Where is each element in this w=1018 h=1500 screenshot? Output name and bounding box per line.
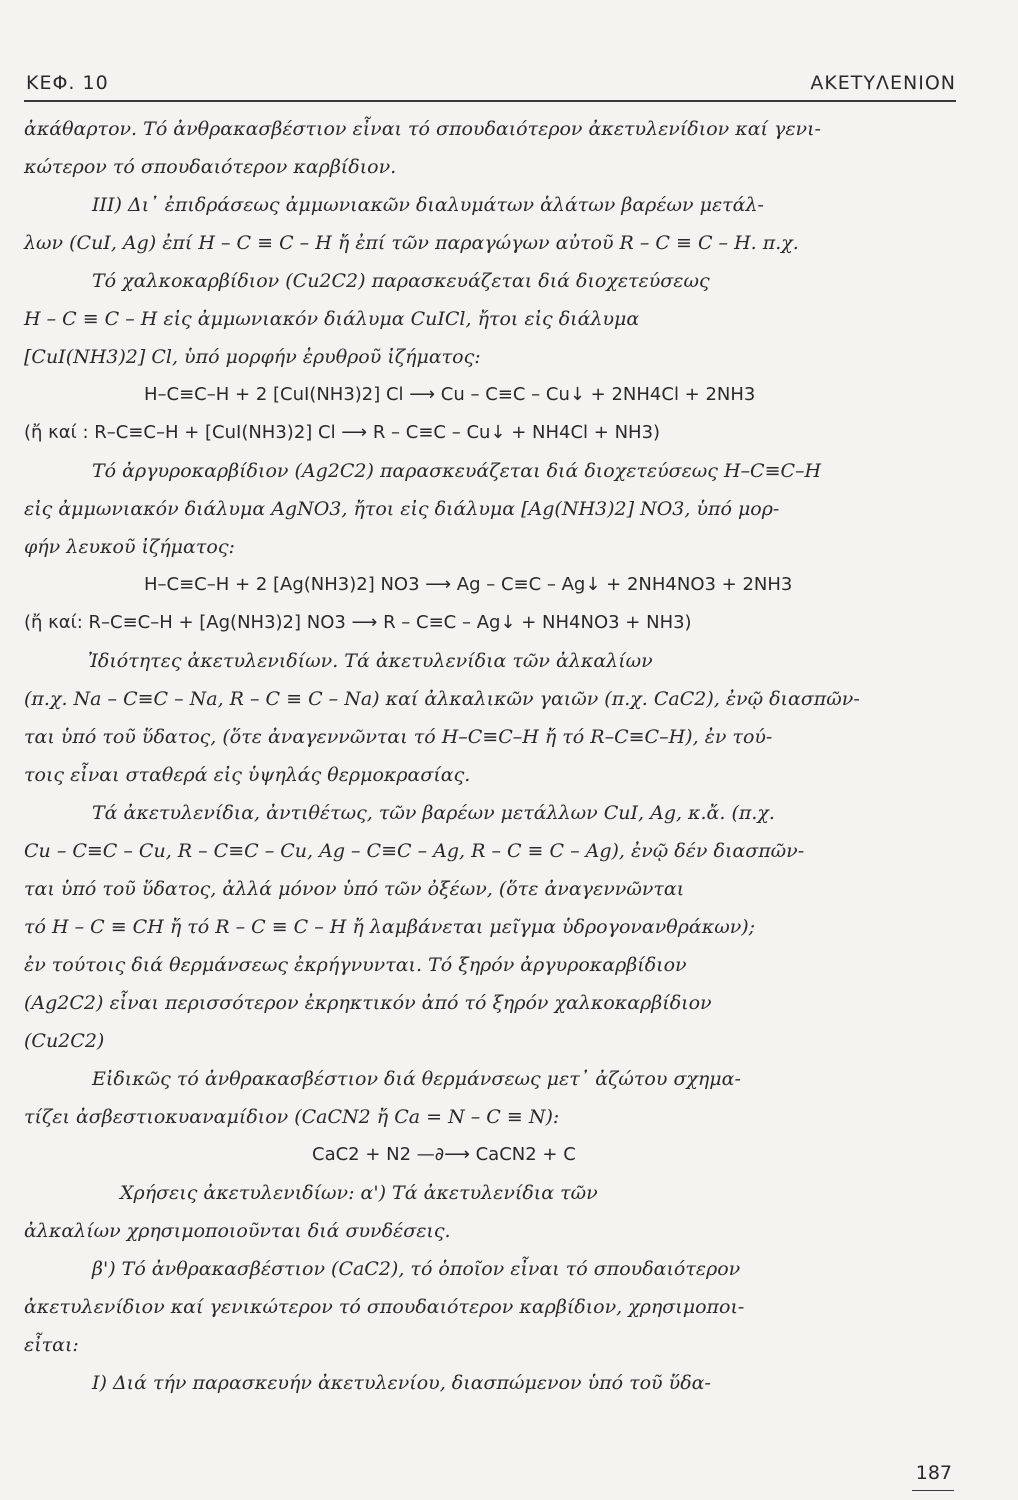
equation-line: (ἤ καί: R–C≡C–H + [Ag(NH3)2] NO3 ⟶ R – C≡C – Ag↓ + NH4NO3 + NH3) [24,612,692,633]
chapter-label: ΚΕΦ. 10 [26,72,109,94]
page-number-underline [912,1490,954,1491]
text-line: (π.χ. Na – C≡C – Na, R – C ≡ C – Na) καί ἀλκαλικῶν γαιῶν (π.χ. CaC2), ἐνῷ διασπῶν- [24,688,860,710]
text-line: ἐν τούτοις διά θερμάνσεως ἐκρήγνυνται. Τό ξηρόν ἀργυροκαρβίδιον [24,954,687,976]
text-line: Τό ἀργυροκαρβίδιον (Ag2C2) παρασκευάζεται διά διοχετεύσεως H–C≡C–H [92,460,822,482]
text-line: Εἰδικῶς τό ἀνθρακασβέστιον διά θερμάνσεως μετ᾿ ἀζώτου σχημα- [92,1068,741,1090]
text-line: ται ὑπό τοῦ ὕδατος, ἀλλά μόνον ὑπό τῶν ὀξέων, (ὅτε ἀναγεννῶνται [24,878,685,900]
text-line: τοις εἶναι σταθερά εἰς ὑψηλάς θερμοκρασίας. [24,764,471,786]
text-line: (Cu2C2) [24,1030,105,1052]
text-line: Τό χαλκοκαρβίδιον (Cu2C2) παρασκευάζεται διά διοχετεύσεως [92,270,710,292]
text-line: εἶται: [24,1334,79,1356]
text-line: τίζει ἀσβεστιοκυαναμίδιον (CaCN2 ἤ Ca = N – C ≡ N): [24,1106,560,1128]
text-line: III) Δι᾿ ἐπιδράσεως ἀμμωνιακῶν διαλυμάτων ἁλάτων βαρέων μετάλ- [92,194,764,216]
text-line: ἀλκαλίων χρησιμοποιοῦνται διά συνδέσεις. [24,1220,451,1242]
text-line: Cu – C≡C – Cu, R – C≡C – Cu, Ag – C≡C – Ag, R – C ≡ C – Ag), ἐνῷ δέν διασπῶν- [24,840,805,862]
equation-line: (ἤ καί : R–C≡C–H + [CuI(NH3)2] Cl ⟶ R – C≡C – Cu↓ + NH4Cl + NH3) [24,422,661,443]
section-heading: Ἰδιότητες ἀκετυλενιδίων. Τά ἀκετυλενίδια τῶν ἀλκαλίων [88,650,653,672]
text-line: φήν λευκοῦ ἰζήματος: [24,536,235,558]
page-number: 187 [915,1462,952,1484]
text-line: Τά ἀκετυλενίδια, ἀντιθέτως, τῶν βαρέων μετάλλων CuI, Ag, κ.ἄ. (π.χ. [92,802,775,824]
text-line: (Ag2C2) εἶναι περισσότερον ἐκρηκτικόν ἀπό τό ξηρόν χαλκοκαρβίδιον [24,992,712,1014]
equation-line: H–C≡C–H + 2 [CuI(NH3)2] Cl ⟶ Cu – C≡C – Cu↓ + 2NH4Cl + 2NH3 [144,384,756,405]
text-line: εἰς ἀμμωνιακόν διάλυμα AgNO3, ἤτοι εἰς διάλυμα [Ag(NH3)2] NO3, ὑπό μορ- [24,498,780,520]
section-heading: Χρήσεις ἀκετυλενιδίων: α') Τά ἀκετυλενίδια τῶν [120,1182,598,1204]
text-line: ἀκετυλενίδιον καί γενικώτερον τό σπουδαιότερον καρβίδιον, χρησιμοποι- [24,1296,745,1318]
text-line: ἀκάθαρτον. Τό ἀνθρακασβέστιον εἶναι τό σπουδαιότερον ἀκετυλενίδιον καί γενι- [24,118,821,140]
text-line: [CuI(NH3)2] Cl, ὑπό μορφήν ἐρυθροῦ ἰζήματος: [24,346,481,368]
text-line: κώτερον τό σπουδαιότερον καρβίδιον. [24,156,397,178]
text-line: I) Διά τήν παρασκευήν ἀκετυλενίου, διασπώμενον ὑπό τοῦ ὕδα- [92,1372,711,1394]
equation-line: CaC2 + N2 —∂⟶ CaCN2 + C [312,1144,576,1165]
text-line: ται ὑπό τοῦ ὕδατος, (ὅτε ἀναγεννῶνται τό H–C≡C–H ἤ τό R–C≡C–H), ἐν τού- [24,726,773,748]
text-line: λων (CuI, Ag) ἐπί H – C ≡ C – H ἤ ἐπί τῶν παραγώγων αὐτοῦ R – C ≡ C – H. π.χ. [24,232,799,254]
equation-line: H–C≡C–H + 2 [Ag(NH3)2] NO3 ⟶ Ag – C≡C – Ag↓ + 2NH4NO3 + 2NH3 [144,574,793,595]
text-line: τό H – C ≡ CH ἤ τό R – C ≡ C – H ἤ λαμβάνεται μεῖγμα ὑδρογονανθράκων); [24,916,756,938]
running-title: ΑΚΕΤΥΛΕΝΙΟΝ [810,72,956,94]
text-line: β') Τό ἀνθρακασβέστιον (CaC2), τό ὁποῖον εἶναι τό σπουδαιότερον [92,1258,741,1280]
header-rule [24,100,956,102]
text-line: H – C ≡ C – H εἰς ἀμμωνιακόν διάλυμα CuICl, ἤτοι εἰς διάλυμα [24,308,640,330]
